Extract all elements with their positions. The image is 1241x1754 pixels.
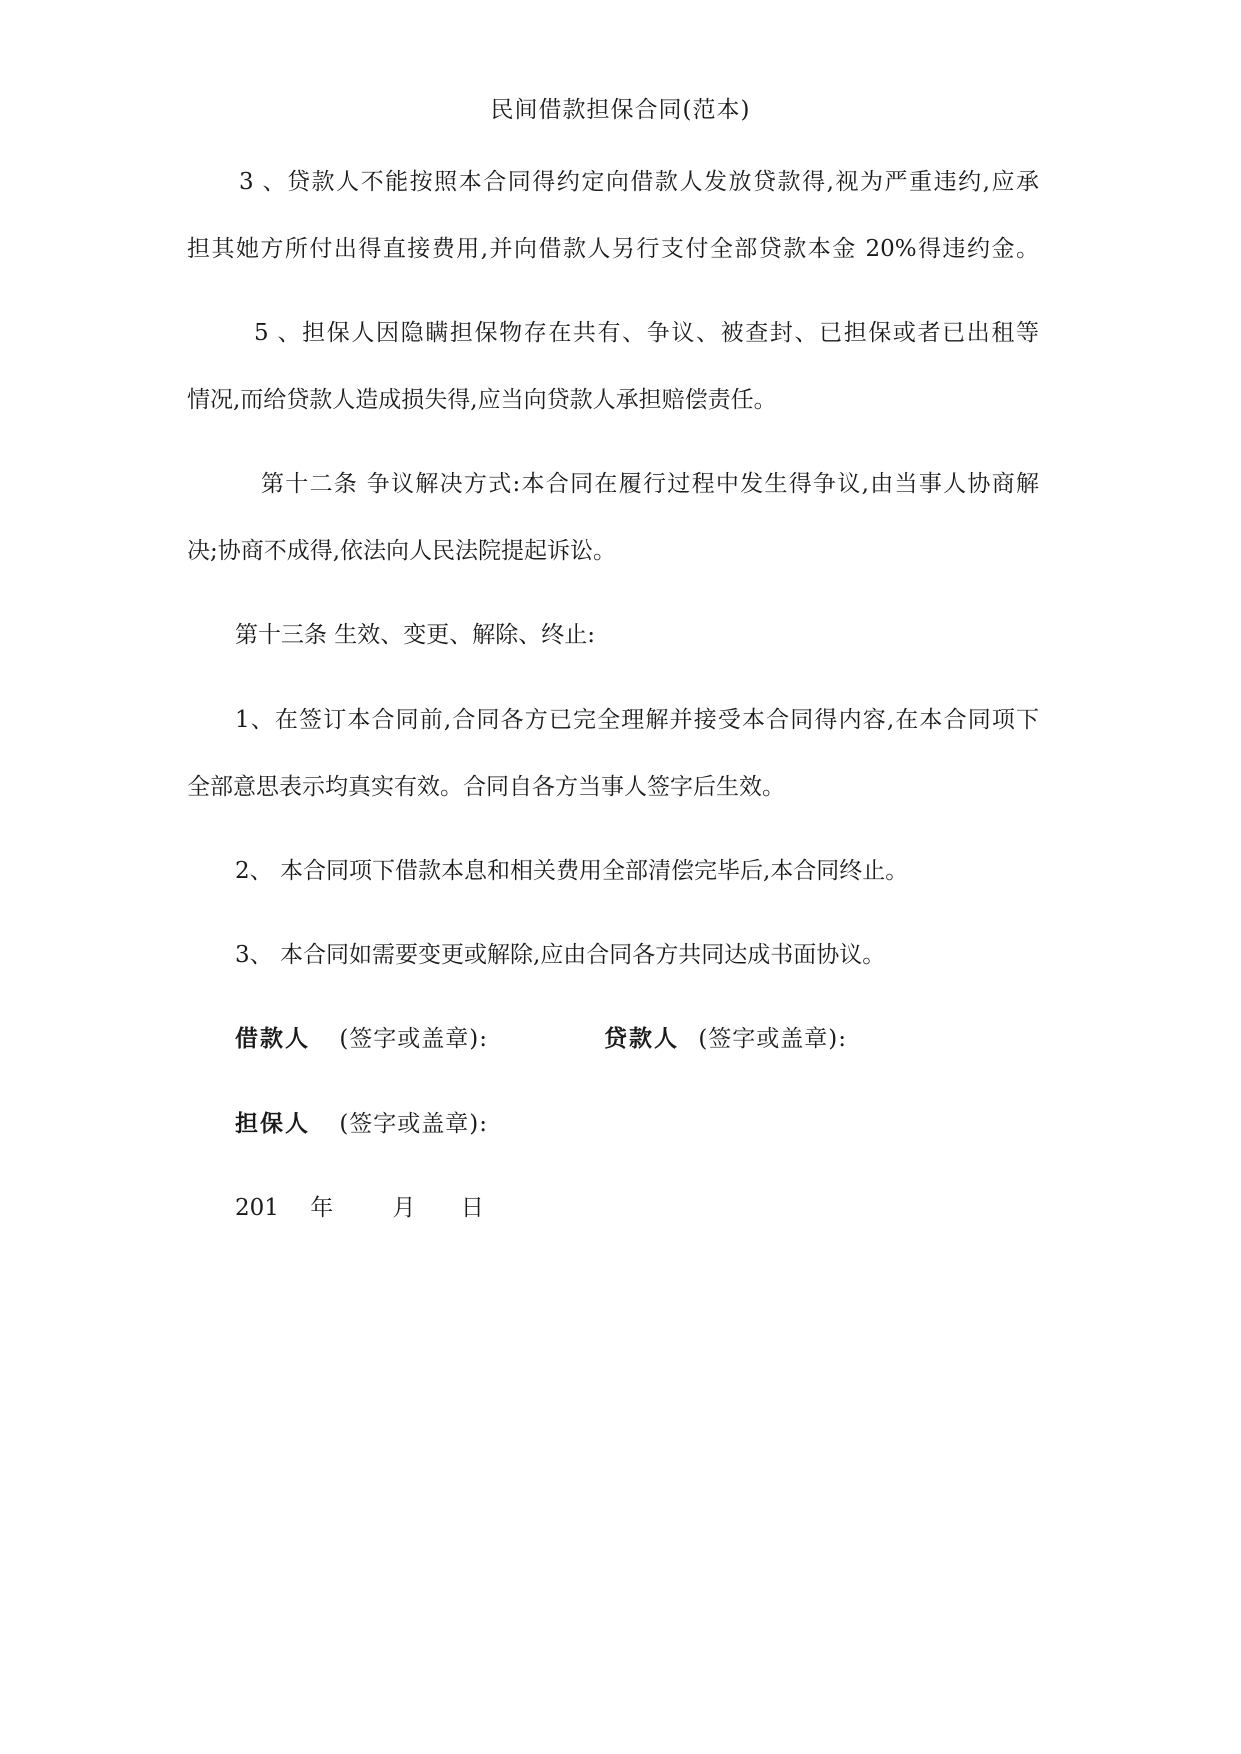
lender-note: (签字或盖章): bbox=[698, 1026, 848, 1052]
article-12-line-2: 决;协商不成得,依法向人民法院提起诉讼。 bbox=[187, 538, 617, 564]
clause-5-line-2: 情况,而给贷款人造成损失得,应当向贷款人承担赔偿责任。 bbox=[187, 387, 777, 413]
date-month-char: 月 bbox=[392, 1195, 416, 1221]
guarantor-note: (签字或盖章): bbox=[339, 1111, 489, 1137]
clause-3-line-2: 担其她方所付出得直接费用,并向借款人另行支付全部贷款本金 20%得违约金。 bbox=[187, 236, 1039, 262]
guarantor-label: 担保人 bbox=[235, 1110, 310, 1137]
clause-3-line-1: 3 、贷款人不能按照本合同得约定向借款人发放贷款得,视为严重违约,应承 bbox=[239, 169, 1039, 195]
item-1-line-1: 1、在签订本合同前,合同各方已完全理解并接受本合同得内容,在本合同项下 bbox=[235, 707, 1039, 733]
borrower-note: (签字或盖章): bbox=[339, 1026, 489, 1052]
guarantor-signature bbox=[235, 1110, 488, 1138]
date-year-prefix: 201 bbox=[235, 1195, 279, 1221]
article-12-line-1: 第十二条 争议解决方式:本合同在履行过程中发生得争议,由当事人协商解 bbox=[261, 471, 1039, 497]
lender-label: 贷款人 bbox=[604, 1025, 679, 1052]
date-day-char: 日 bbox=[460, 1195, 484, 1221]
clause-5-line-1: 5 、担保人因隐瞒担保物存在共有、争议、被查封、已担保或者已出租等 bbox=[254, 320, 1039, 346]
date-line bbox=[235, 1194, 484, 1222]
borrower-label: 借款人 bbox=[235, 1025, 310, 1052]
item-2: 2、 本合同项下借款本息和相关费用全部清偿完毕后,本合同终止。 bbox=[235, 858, 909, 884]
borrower-signature bbox=[235, 1025, 488, 1053]
document-title: 民间借款担保合同(范本) bbox=[490, 97, 751, 123]
item-3: 3、 本合同如需要变更或解除,应由合同各方共同达成书面协议。 bbox=[235, 942, 886, 968]
item-1-line-2: 全部意思表示均真实有效。合同自各方当事人签字后生效。 bbox=[187, 774, 785, 800]
lender-signature bbox=[604, 1025, 847, 1053]
date-year-char: 年 bbox=[310, 1195, 334, 1221]
article-13-heading: 第十三条 生效、变更、解除、终止: bbox=[235, 622, 596, 648]
